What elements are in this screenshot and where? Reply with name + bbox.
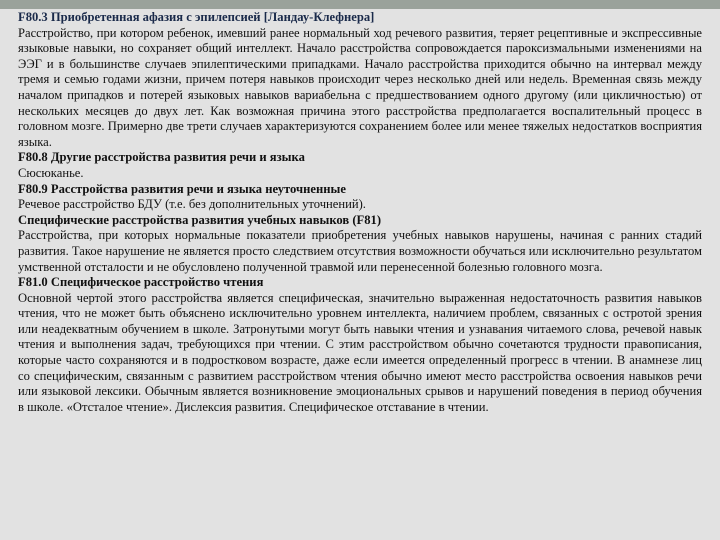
- section-text-f80-8: Сюсюканье.: [18, 165, 84, 180]
- section-heading-f80-9: F80.9 Расстройства развития речи и языка неуточненные: [18, 181, 346, 196]
- section-f80-8: [18, 150, 702, 181]
- document-body: [18, 10, 702, 415]
- section-text-f81-0: Основной чертой этого расстройства является специфическая, значительно выраженная недостаточность развития навыков чтения, что не может быть объяснено исключительно уровнем интеллекта, наличием проблем, связанных с остротой зрения или неадекватным обучением в школе. Затронутыми могут быть навыки чтения и узнавания читаемого слова, речевой навык чтения и выполнения задач, требующихся при чтении. С этим расстройством обычно сочетаются трудности правописания, которые часто сохраняются и в подростковом возрасте, даже если имеется определенный прогресс в чтении. В анамнезе лиц со специфическим, связанным с развитием расстройством чтения обычно имеют место расстройства освоения навыков речи или языковой лексики. Обычным является возникновение эмоциональных срывов и нарушений поведения в период обучения в школе. «Отсталое чтение». Дислексия развития. Специфическое отставание в чтении.: [18, 290, 702, 414]
- section-heading-f81: Специфические расстройства развития учебных навыков (F81): [18, 212, 382, 227]
- section-heading-f81-0: F81.0 Специфическое расстройство чтения: [18, 275, 264, 290]
- section-f80-9: [18, 182, 702, 213]
- section-f81-0: [18, 275, 702, 415]
- section-heading-f80-8: F80.8 Другие расстройства развития речи и языка: [18, 150, 305, 165]
- section-text-f81: Расстройства, при которых нормальные показатели приобретения учебных навыков нарушены, начиная с ранних стадий развития. Такое нарушение не является просто следствием отсутствия возможности обучаться или исключительно результатом умственной отсталости и не обусловлено полученной травмой или перенесенной болезнью головного мозга.: [18, 228, 702, 274]
- section-text-f80-9: Речевое расстройство БДУ (т.е. без дополнительных уточнений).: [18, 197, 366, 212]
- section-heading-f80-3: F80.3 Приобретенная афазия с эпилепсией [Ландау-Клефнера]: [18, 10, 375, 24]
- top-decorative-bar: [0, 0, 720, 9]
- section-text-f80-3: Расстройство, при котором ребенок, имевший ранее нормальный ход речевого развития, теряет рецептивные и экспрессивные языковые навыки, но сохраняет общий интеллект. Начало расстройства сопровождается пароксизмальными изменениями на ЭЭГ и в большинстве случаев эпилептическими припадками. Начало расстройства приходится обычно на интервал между тремя и семью годами жизни, причем потеря навыков происходит через несколько дней или недель. Временная связь между началом припадков и потерей языковых навыков вариабельна с предшествованием одного другому (или цикличностью) от нескольких месяцев до двух лет. Как возможная причина этого расстройства предполагается воспалительный процесс в головном мозге. Примерно две трети случаев характеризуются сохранением более или менее тяжелых недостатков восприятия языка.: [18, 25, 702, 149]
- section-f80-3: [18, 10, 702, 150]
- section-f81: [18, 213, 702, 275]
